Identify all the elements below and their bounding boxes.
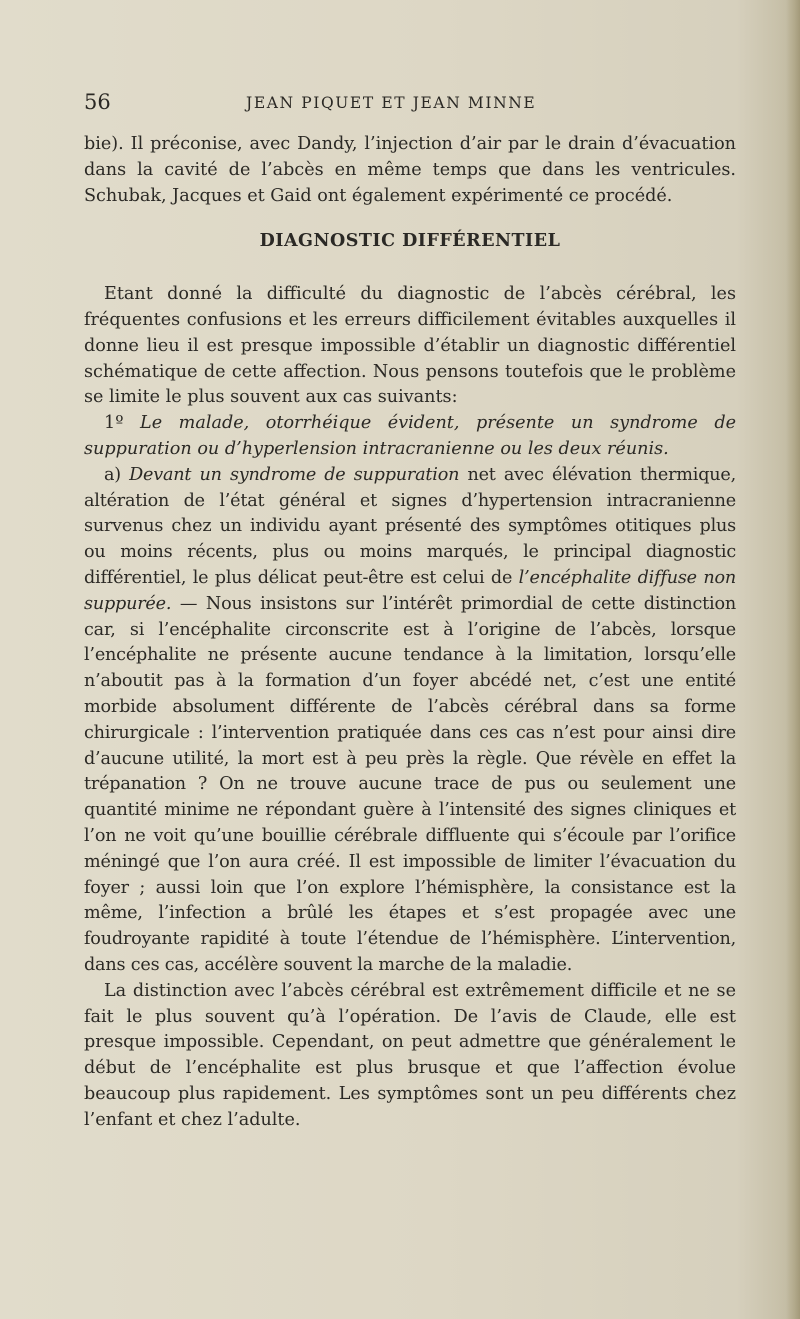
item-number: 1º [104,413,141,434]
paragraph-intro: bie). Il préconise, avec Dandy, l’injection d’air par le drain d’évacuation dans la cavité de l’abcès en même temps que dans les ventricules. Schubak, Jacques et Gaid ont également expérimenté ce procédé. [84,134,736,206]
page-edge-shadow [786,0,800,1319]
body-text [84,132,736,1133]
paragraph-1: Etant donné la difficulté du diagnostic de l’abcès cérébral, les fréquentes confusions et les erreurs difficilement évitables auxquelles il donne lieu il est presque impossible d’établir un diagnostic différentiel schématique de cette affection. Nous pensons toutefois que le problème se limite le plus souvent aux cas suivants: [84,284,736,408]
running-title: JEAN PIQUET ET JEAN MINNE [246,94,537,112]
running-header [84,90,734,120]
section-heading: DIAGNOSTIC DIFFÉRENTIEL [259,231,561,252]
item-letter: a) [104,464,130,485]
page-number: 56 [84,90,111,114]
paragraph-4: La distinction avec l’abcès cérébral est extrêmement difficile et ne se fait le plus souvent qu’à l’opération. De l’avis de Claude, elle est presque impossible. Cependant, on peut admettre que généralement le début de l’encéphalite est plus brusque et que l’affection évolue beaucoup plus rapidement. Les symptômes sont un peu différents chez l’enfant et chez l’adulte. [84,980,736,1130]
paragraph-3 [84,463,736,979]
paragraph-3-italic-b: l’encéphalite diffuse non suppurée. [84,567,737,614]
paragraph-3-text-b: — Nous insistons sur l’intérêt primordial de cette distinction car, si l’encéphalite circonscrite est à l’origine de l’abcès, lorsque l’encéphalite ne présente aucune tendance à la limitation, lorsqu’elle n’aboutit pas à la formation d’un foyer abcédé net, c’est une entité morbide absolument différente de l’abcès cérébral dans sa forme chirurgicale : l’intervention pratiquée dans ces cas n’est pour ainsi dire d’aucune utilité, la mort est à peu près la règle. Que révèle en effet la trépanation ? On ne trouve aucune trace de pus ou seulement une quantité minime ne répondant guère à l’intensité des signes cliniques et l’on ne voit qu’une bouillie cérébrale diffluente qui s’écoule par l’orifice méningé que l’on aura créé. Il est impossible de limiter l’évacuation du foyer ; aussi loin que l’on explore l’hémisphère, la consistance est la même, l’infection a brûlé les étapes et s’est propagée avec une foudroyante rapidité à toute l’étendue de l’hémisphère. L’intervention, dans ces cas, accélère souvent la marche de la maladie. [84,593,736,975]
paragraph-3-italic-a: Devant un syndrome de suppuration [129,464,460,485]
paragraph-3-text-a: net avec élévation thermique, altération de l’état général et signes d’hypertension intracranienne survenus chez un individu ayant présenté des symptômes otitiques plus ou moins récents, plus ou moins marqués, le principal diagnostic différentiel, le plus délicat peut-être est celui de [84,464,736,588]
paragraph-2 [84,411,736,463]
paragraph-2-italic: Le malade, otorrhéique évident, présente un syndrome de suppuration ou d’hyperlension intracranienne ou les deux réunis. [84,413,737,459]
